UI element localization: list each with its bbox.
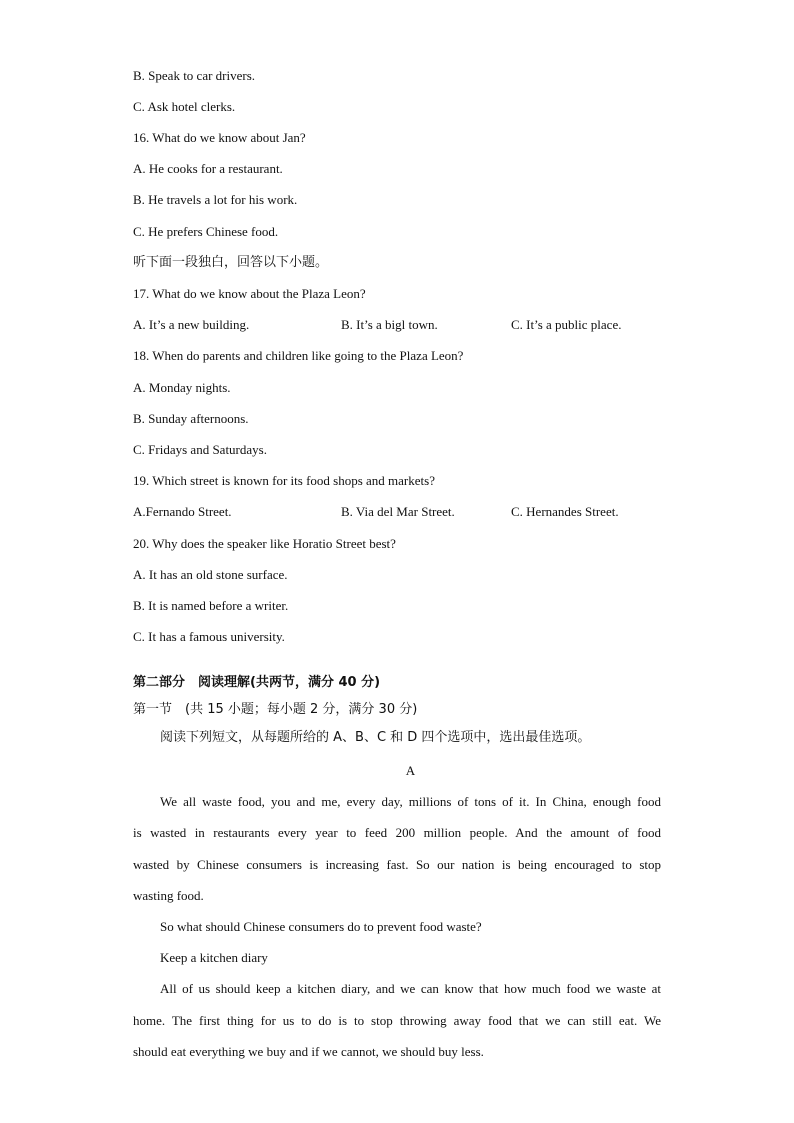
q20-option-b: B. It is named before a writer.: [133, 598, 289, 613]
q16-option-a: A. He cooks for a restaurant.: [133, 161, 283, 176]
q20-question: 20. Why does the speaker like Horatio Street best?: [133, 536, 396, 551]
q17-option-a: A. It’s a new building.: [133, 317, 250, 332]
passage-label: A: [405, 763, 416, 778]
q18-question: 18. When do parents and children like going to the Plaza Leon?: [133, 348, 464, 363]
reading-section-title: 第一节 (共 15 小题；每小题 2 分，满分 30 分): [133, 702, 418, 717]
passage-p2: So what should Chinese consumers do to prevent food waste?: [160, 919, 482, 934]
q17-question: 17. What do we know about the Plaza Leon?: [133, 286, 366, 301]
q15-option-c: C. Ask hotel clerks.: [133, 99, 236, 114]
q15-option-b: B. Speak to car drivers.: [133, 68, 256, 83]
q16-question: 16. What do we know about Jan?: [133, 130, 306, 145]
q16-option-c: C. He prefers Chinese food.: [133, 224, 279, 239]
q20-option-c: C. It has a famous university.: [133, 629, 285, 644]
q17-option-c: C. It’s a public place.: [511, 317, 622, 332]
reading-part-title: 第二部分 阅读理解(共两节，满分 40 分): [133, 675, 381, 690]
q18-option-b: B. Sunday afternoons.: [133, 411, 249, 426]
q17-option-b: B. It’s a bigl town.: [341, 317, 438, 332]
monologue-instruction: 听下面一段独白，回答以下小题。: [133, 255, 329, 270]
q18-option-c: C. Fridays and Saturdays.: [133, 442, 267, 457]
reading-instruction: 阅读下列短文，从每题所给的 A、B、C 和 D 四个选项中，选出最佳选项。: [160, 730, 591, 745]
passage-p1-line4: wasting food.: [133, 888, 204, 903]
q19-question: 19. Which street is known for its food shops and markets?: [133, 473, 435, 488]
q19-option-b: B. Via del Mar Street.: [341, 504, 455, 519]
q20-option-a: A. It has an old stone surface.: [133, 567, 288, 582]
passage-p1-line1: We all waste food, you and me, every day, millions of tons of it. In China, enough food: [160, 794, 661, 809]
passage-p1-line2: is wasted in restaurants every year to feed 200 million people. And the amount of food: [133, 825, 661, 840]
q18-option-a: A. Monday nights.: [133, 380, 231, 395]
passage-p3-line3: should eat everything we buy and if we cannot, we should buy less.: [133, 1044, 484, 1059]
passage-p3-line2: home. The first thing for us to do is to stop throwing away food that we can still eat. We: [133, 1013, 661, 1028]
passage-subheading: Keep a kitchen diary: [160, 950, 268, 965]
q19-option-a: A.Fernando Street.: [133, 504, 232, 519]
passage-p1-line3: wasted by Chinese consumers is increasing fast. So our nation is being encouraged to stop: [133, 857, 661, 872]
passage-p3-line1: All of us should keep a kitchen diary, and we can know that how much food we waste at: [160, 981, 661, 996]
q19-option-c: C. Hernandes Street.: [511, 504, 619, 519]
q16-option-b: B. He travels a lot for his work.: [133, 192, 298, 207]
